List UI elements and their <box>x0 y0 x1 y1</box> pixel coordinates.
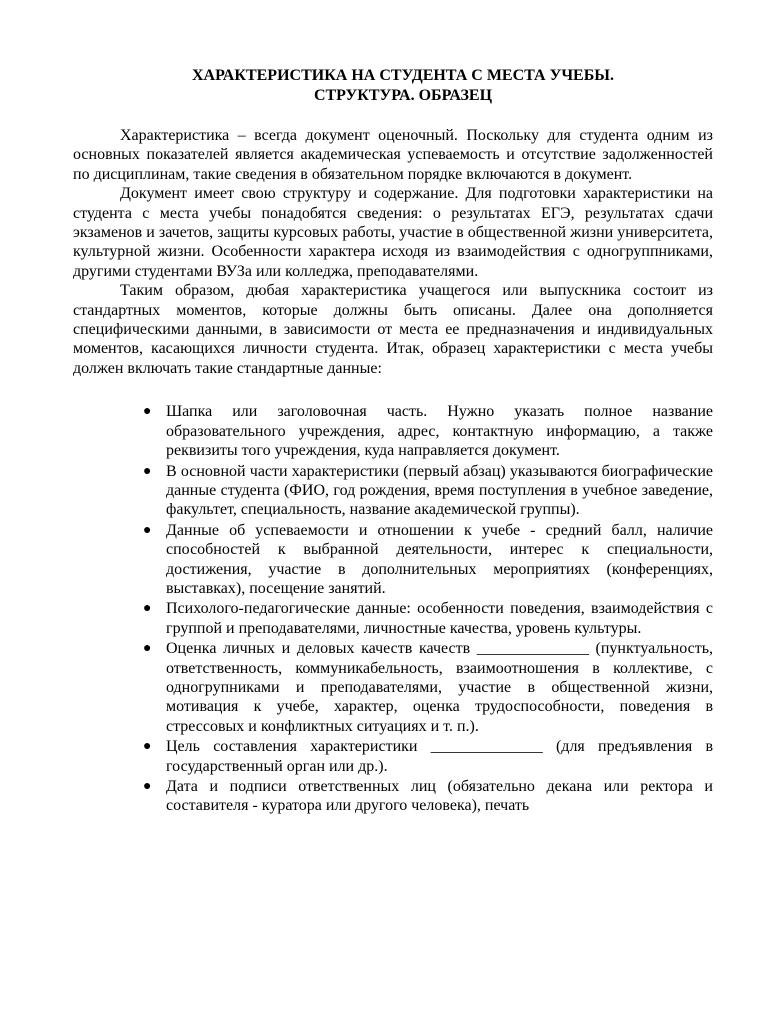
bullet-icon: ● <box>143 522 152 538</box>
bullet-icon: ● <box>143 601 152 617</box>
bullet-icon: ● <box>143 779 152 794</box>
list-item-text: Оценка личных и деловых качеств качеств ______________ (пунктуальность, ответственность, коммуникабельность, взаимоотношения в коллективе, с одногрупниками и преподавателями, участие в общественной жизни, мотивация к учебе, характер, оценка трудоспособности, поведения в стрессовых и конфликтных ситуациях и т. п.). <box>166 640 713 735</box>
list-item-text: В основной части характеристики (первый абзац) указываются биографические данные студента (ФИО, год рождения, время поступления в учебное заведение, факультет, специальность, название академической группы). <box>166 462 713 519</box>
list-item <box>73 599 713 638</box>
paragraph-structure: Документ имеет свою структуру и содержание. Для подготовки характеристики на студента с места учебы понадобятся сведения: о результатах ЕГЭ, результатах сдачи экзаменов и зачетов, защиты курсовых работы, участие в общественной жизни университета, культурной жизни. Особенности характера исходя из взаимодействия с одногруппниками, другими студентами ВУЗа или колледжа, преподавателями. <box>73 185 713 280</box>
list-item-text: Цель составления характеристики ______________ (для предъявления в государственный орган или др.). <box>166 738 713 775</box>
list-item <box>73 462 713 520</box>
list-item <box>73 639 713 736</box>
bullet-icon: ● <box>143 463 152 479</box>
list-item-text: Шапка или заголовочная часть. Нужно указать полное название образовательного учреждения, адрес, контактную информацию, а также реквизиты того учреждения, куда направляется документ. <box>166 403 713 460</box>
list-item <box>73 521 713 599</box>
requirements-list <box>73 402 713 816</box>
title-line-2: СТРУКТУРА. ОБРАЗЕЦ <box>313 87 493 104</box>
list-item-text: Психолого-педагогические данные: особенности поведения, взаимодействия с группой и преподавателями, личностные качества, уровень культуры. <box>166 600 713 637</box>
title-line-1: ХАРАКТЕРИСТИКА НА СТУДЕНТА С МЕСТА УЧЕБЫ. <box>191 67 615 84</box>
list-item-text: Данные об успеваемости и отношении к учебе - средний балл, наличие способностей к выбранной деятельности, интерес к специальности, достижения, участие в дополнительных мероприятиях (конференциях, выставках), посещение занятий. <box>166 521 713 597</box>
list-item <box>73 737 713 776</box>
bullet-icon: ● <box>143 404 152 420</box>
list-item-text: Дата и подписи ответственных лиц (обязательно декана или ректора и составителя - куратора или другого человека), печать <box>166 778 713 815</box>
bullet-icon: ● <box>143 739 152 755</box>
document-title <box>73 66 713 106</box>
list-item <box>73 777 713 816</box>
bullet-icon: ● <box>143 641 152 657</box>
paragraph-intro: Характеристика – всегда документ оценочный. Поскольку для студента одним из основных показателей является академическая успеваемость и отсутствие задолженностей по дисциплинам, такие сведения в обязательном порядке включаются в документ. <box>73 127 713 183</box>
paragraph-summary: Таким образом, дюбая характеристика учащегося или выпускника состоит из стандартных моментов, которые должны быть описаны. Далее она дополняется специфическими данными, в зависимости от места ее предназначения и индивидуальных моментов, касающихся личности студента. Итак, образец характеристики с места учебы должен включать такие стандартные данные: <box>73 282 713 377</box>
list-item <box>73 402 713 460</box>
